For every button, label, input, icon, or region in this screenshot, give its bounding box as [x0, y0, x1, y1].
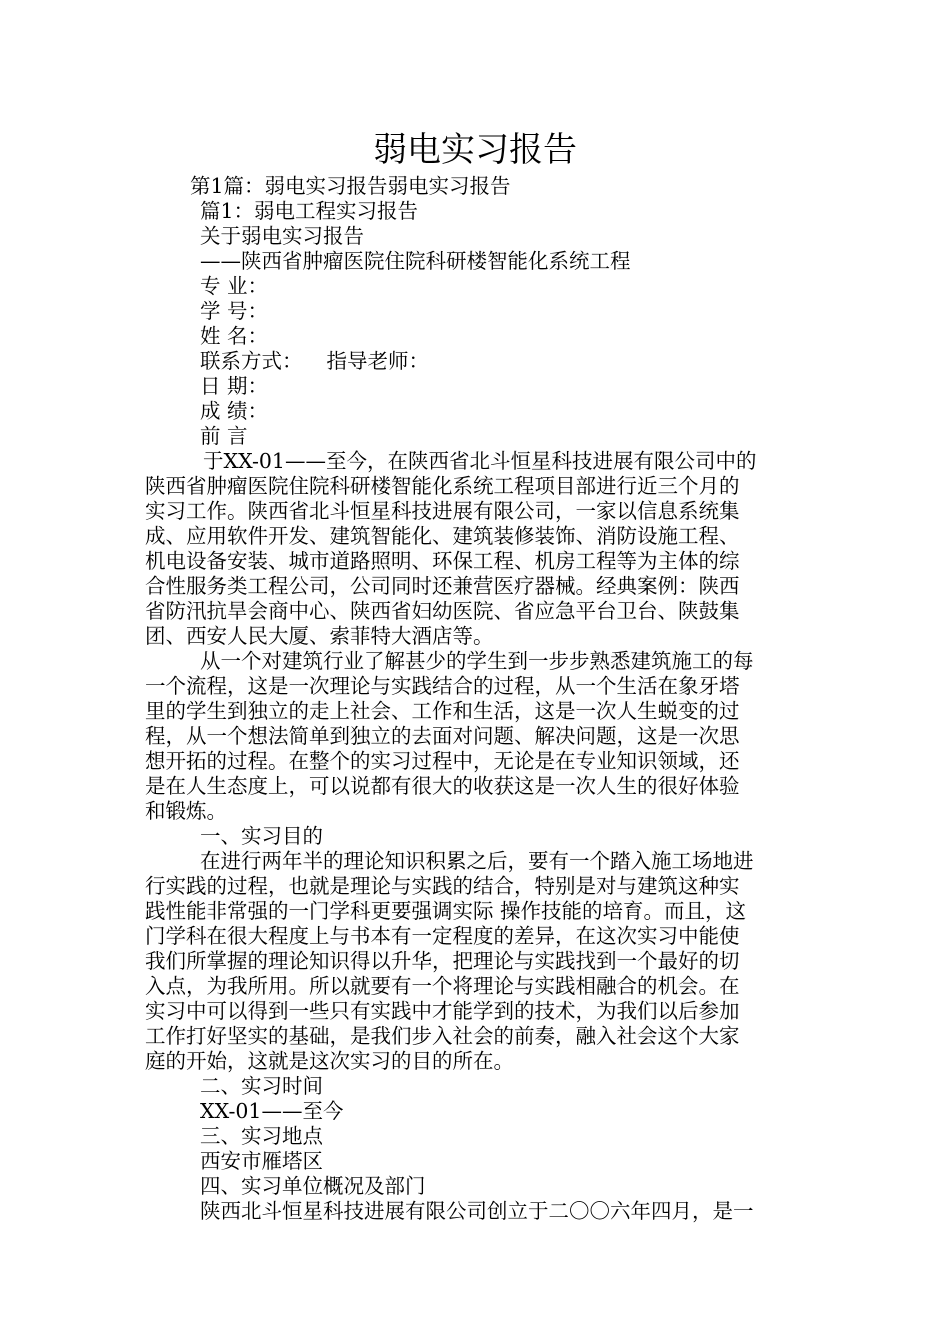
- section-heading-purpose: 一、实习目的: [200, 824, 323, 848]
- major-field-label: 专 业：: [200, 274, 269, 298]
- paragraph-line: 机电设备安装、城市道路照明、环保工程、机房工程等为主体的综: [145, 549, 740, 573]
- paragraph-line: 是在人生态度上，可以说都有很大的收获这是一次人生的很好体验: [145, 774, 740, 798]
- document-title: 弱电实习报告: [373, 130, 577, 170]
- paragraph-line: 省防汛抗旱会商中心、陕西省妇幼医院、省应急平台卫台、陕鼓集: [145, 599, 740, 623]
- paragraph-line: 践性能非常强的一门学科更要强调实际 操作技能的培育。而且，这: [145, 899, 747, 923]
- paragraph-line: 合性服务类工程公司，公司同时还兼营医疗器械。经典案例：陕西: [145, 574, 740, 598]
- section-text-company: 陕西北斗恒星科技进展有限公司创立于二〇〇六年四月，是一: [200, 1199, 754, 1223]
- paragraph-line: 里的学生到独立的走上社会、工作和生活，这是一次人生蜕变的过: [145, 699, 740, 723]
- paragraph-line: 成、应用软件开发、建筑智能化、建筑装修装饰、消防设施工程、: [145, 524, 740, 548]
- paragraph-line: 陕西省肿瘤医院住院科研楼智能化系统工程项目部进行近三个月的: [145, 474, 740, 498]
- project-name: ——陕西省肿瘤医院住院科研楼智能化系统工程: [200, 249, 631, 273]
- student-id-field-label: 学 号：: [200, 299, 269, 323]
- paragraph-line: 行实践的过程，也就是理论与实践的结合，特别是对与建筑这种实: [145, 874, 740, 898]
- section-heading-location: 三、实习地点: [200, 1124, 323, 1148]
- paragraph-line: 想开拓的过程。在整个的实习过程中，无论是在专业知识领域，还: [145, 749, 740, 773]
- paragraph-line: 庭的开始，这就是这次实习的目的所在。: [145, 1049, 514, 1073]
- paragraph-line: 工作打好坚实的基础，是我们步入社会的前奏，融入社会这个大家: [145, 1024, 740, 1048]
- grade-field-label: 成 绩：: [200, 399, 269, 423]
- section-heading-time: 二、实习时间: [200, 1074, 323, 1098]
- section-text-location: 西安市雁塔区: [200, 1149, 323, 1173]
- date-field-label: 日 期：: [200, 374, 269, 398]
- contact-line: [200, 349, 429, 374]
- paragraph-line: 一个流程，这是一次理论与实践结合的过程，从一个生活在象牙塔: [145, 674, 740, 698]
- paragraph-line: 入点，为我所用。所以就要有一个将理论与实践相融合的机会。在: [145, 974, 740, 998]
- contact-field-label: 联系方式：: [200, 349, 303, 373]
- preface-heading: 前 言: [200, 424, 248, 448]
- section-heading-company: 四、实习单位概况及部门: [200, 1174, 426, 1198]
- paragraph-line: 程，从一个想法简单到独立的去面对问题、解决问题，这是一次思: [145, 724, 740, 748]
- name-field-label: 姓 名：: [200, 324, 269, 348]
- paragraph-line: 团、西安人民大厦、索菲特大酒店等。: [145, 624, 494, 648]
- paragraph-line: 于XX-01——至今，在陕西省北斗恒星科技进展有限公司中的: [203, 449, 757, 473]
- section-text-time: XX-01——至今: [200, 1099, 344, 1123]
- advisor-field-label: 指导老师：: [326, 349, 429, 373]
- paragraph-line: 和锻炼。: [145, 799, 227, 823]
- paragraph-line: 门学科在很大程度上与书本有一定程度的差异，在这次实习中能使: [145, 924, 740, 948]
- paragraph-line: 我们所掌握的理论知识得以升华，把理论与实践找到一个最好的切: [145, 949, 740, 973]
- paragraph-line: 在进行两年半的理论知识积累之后，要有一个踏入施工场地进: [200, 849, 754, 873]
- paragraph-line: 实习中可以得到一些只有实践中才能学到的技术，为我们以后参加: [145, 999, 740, 1023]
- part-heading: 第1篇：弱电实习报告弱电实习报告: [190, 174, 511, 198]
- subheading: 篇1：弱电工程实习报告: [200, 199, 419, 223]
- report-title: 关于弱电实习报告: [200, 224, 364, 248]
- paragraph-line: 从一个对建筑行业了解甚少的学生到一步步熟悉建筑施工的每: [200, 649, 754, 673]
- paragraph-line: 实习工作。陕西省北斗恒星科技进展有限公司，一家以信息系统集: [145, 499, 740, 523]
